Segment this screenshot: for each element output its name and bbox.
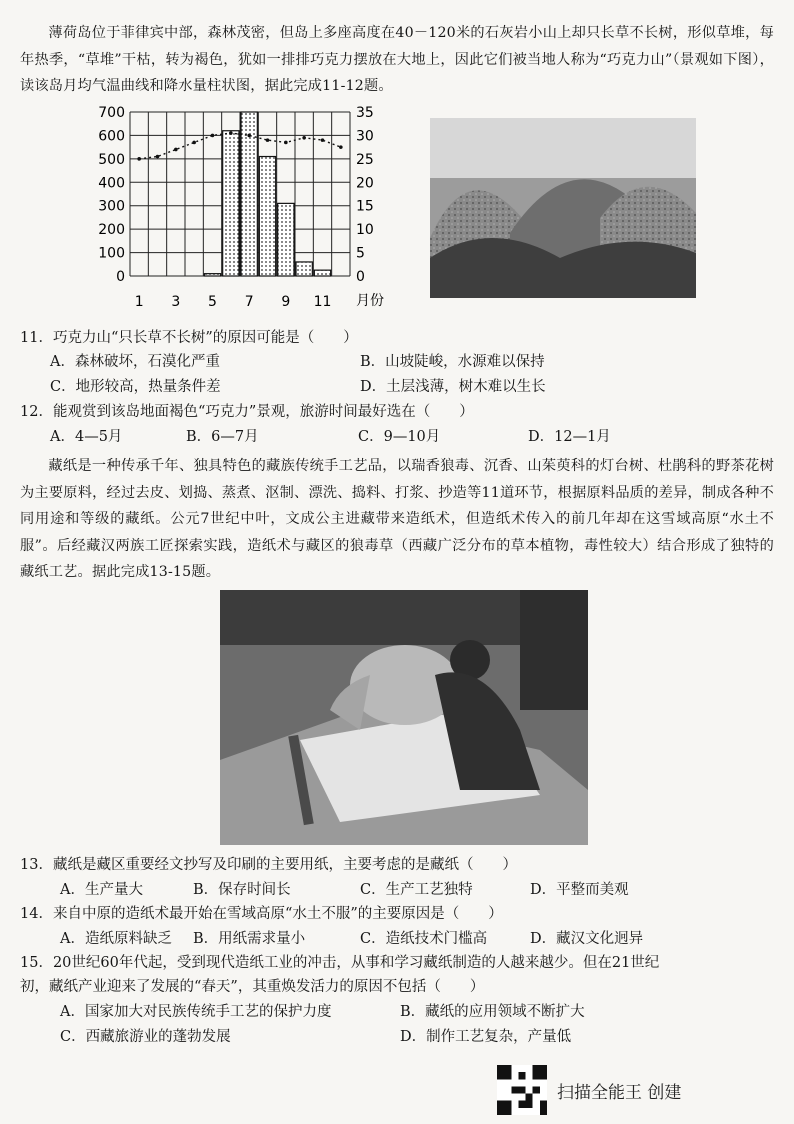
left-tick-label: 500 (98, 151, 125, 168)
temperature-point (211, 134, 215, 138)
right-axis-ticks (356, 105, 374, 285)
qr-code-icon (497, 1065, 547, 1115)
left-tick-label: 0 (116, 269, 125, 285)
precipitation-bars (204, 112, 330, 276)
temperature-point (321, 138, 325, 142)
temperature-point (192, 141, 196, 145)
right-tick-label: 20 (356, 175, 374, 192)
question-14-stem: 14．来自中原的造纸术最开始在雪域高原“水土不服”的主要原因是（ ） (20, 906, 503, 922)
q14-option-c[interactable]: C．造纸技术门槛高 (360, 931, 488, 947)
temperature-point (339, 145, 343, 149)
temperature-point (266, 138, 270, 142)
precipitation-bar (223, 131, 239, 276)
q12-option-b[interactable]: B．6—7月 (186, 429, 259, 445)
q13-option-c[interactable]: C．生产工艺独特 (360, 882, 473, 898)
temperature-point (302, 136, 306, 140)
precipitation-bar (259, 157, 275, 276)
passage-2: 藏纸是一种传承千年、独具特色的藏族传统手工艺品，以瑞香狼毒、沉香、山茱萸科的灯台树、杜鹃科的野茶花树为主要原料，经过去皮、划捣、蒸煮、沤制、漂洗、捣料、打浆、抄造等11道环节，根据原料品质的差异，制成各种不同用途和等级的藏纸。公元7世纪中叶，文成公主进藏带来造纸术，但造纸术传入的前几年却在这雪域高原“水土不服”。后经藏汉两族工匠探索实践，造纸术与藏区的狼毒草（西藏广泛分布的草本植物，毒性较大）结合形成了独特的藏纸工艺。据此完成13-15题。 (20, 458, 774, 580)
left-tick-label: 200 (98, 222, 125, 239)
precipitation-bar (296, 262, 312, 276)
left-tick-label: 700 (98, 105, 125, 121)
right-tick-label: 5 (356, 245, 365, 262)
left-tick-label: 400 (98, 175, 125, 192)
q15-option-d[interactable]: D．制作工艺复杂，产量低 (400, 1029, 572, 1045)
papermaking-photo (220, 590, 588, 845)
precipitation-bar (314, 270, 330, 276)
q12-option-c[interactable]: C．9—10月 (358, 429, 441, 445)
q14-option-d[interactable]: D．藏汉文化迥异 (530, 931, 644, 947)
x-tick-label: 3 (171, 294, 181, 310)
question-12-stem: 12．能观赏到该岛地面褐色“巧克力”景观，旅游时间最好选在（ ） (20, 404, 474, 420)
question-11-stem: 11．巧克力山“只长草不长树”的原因可能是（ ） (20, 330, 358, 346)
q13-option-d[interactable]: D．平整而美观 (530, 882, 629, 898)
temperature-point (156, 155, 160, 159)
chocolate-hills-photo (430, 118, 696, 298)
right-tick-label: 30 (356, 128, 374, 145)
temperature-point (284, 141, 288, 145)
q13-option-b[interactable]: B．保存时间长 (193, 882, 291, 898)
q11-option-c[interactable]: C．地形较高，热量条件差 (50, 379, 221, 395)
right-tick-label: 25 (356, 151, 374, 168)
temperature-point (229, 131, 233, 135)
q14-option-b[interactable]: B．用纸需求量小 (193, 931, 306, 947)
x-tick-label: 9 (281, 294, 291, 310)
x-axis-ticks (135, 294, 332, 310)
precipitation-bar (278, 203, 294, 276)
x-tick-label: 7 (244, 294, 254, 310)
left-axis-ticks (98, 105, 125, 285)
question-13-stem: 13．藏纸是藏区重要经文抄写及印刷的主要用纸，主要考虑的是藏纸（ ） (20, 857, 517, 873)
q15-option-a[interactable]: A．国家加大对民族传统手工艺的保护力度 (60, 1004, 332, 1020)
right-tick-label: 0 (356, 269, 365, 285)
q15-option-b[interactable]: B．藏纸的应用领域不断扩大 (400, 1004, 585, 1020)
q12-option-a[interactable]: A．4—5月 (50, 429, 123, 445)
left-tick-label: 600 (98, 128, 125, 145)
temperature-point (174, 148, 178, 152)
q12-option-d[interactable]: D．12—1月 (528, 429, 611, 445)
passage-1: 薄荷岛位于菲律宾中部，森林茂密，但岛上多座高度在40－120米的石灰岩小山上却只长草不长树，形似草堆，每年热季，“草堆”干枯，转为褐色，犹如一排排巧克力摆放在大地上，因此它们被当地人称为“巧克力山”（景观如下图），读该岛月均气温曲线和降水量柱状图，据此完成11-12题。 (20, 25, 774, 94)
question-15-stem-line2: 初，藏纸产业迎来了发展的“春天”，其重焕发活力的原因不包括（ ） (20, 979, 485, 995)
q15-option-c[interactable]: C．西藏旅游业的蓬勃发展 (60, 1029, 231, 1045)
left-tick-label: 100 (98, 245, 125, 262)
q11-option-b[interactable]: B．山坡陡峻，水源难以保持 (360, 354, 545, 370)
right-tick-label: 15 (356, 198, 374, 215)
chart-grid (130, 112, 350, 276)
q13-option-a[interactable]: A．生产量大 (60, 882, 143, 898)
q11-option-d[interactable]: D．土层浅薄，树木难以生长 (360, 379, 546, 395)
precipitation-bar (204, 274, 220, 276)
temperature-point (247, 134, 251, 138)
x-tick-label: 5 (208, 294, 217, 310)
q11-option-a[interactable]: A．森林破坏，石漠化严重 (50, 354, 220, 370)
right-tick-label: 10 (356, 222, 374, 239)
left-tick-label: 300 (98, 198, 125, 215)
scanner-watermark: 扫描全能王 创建 (557, 1083, 682, 1103)
question-15-stem-line1: 15．20世纪60年代起，受到现代造纸工业的冲击，从事和学习藏纸制造的人越来越少。但在21世纪 (20, 955, 660, 971)
right-tick-label: 35 (356, 105, 374, 121)
temperature-point (137, 157, 141, 161)
q14-option-a[interactable]: A．造纸原料缺乏 (60, 931, 172, 947)
x-axis-label: 月份 (356, 293, 384, 309)
climate-chart (88, 100, 388, 320)
x-tick-label: 1 (134, 294, 144, 310)
x-tick-label: 11 (313, 294, 332, 310)
